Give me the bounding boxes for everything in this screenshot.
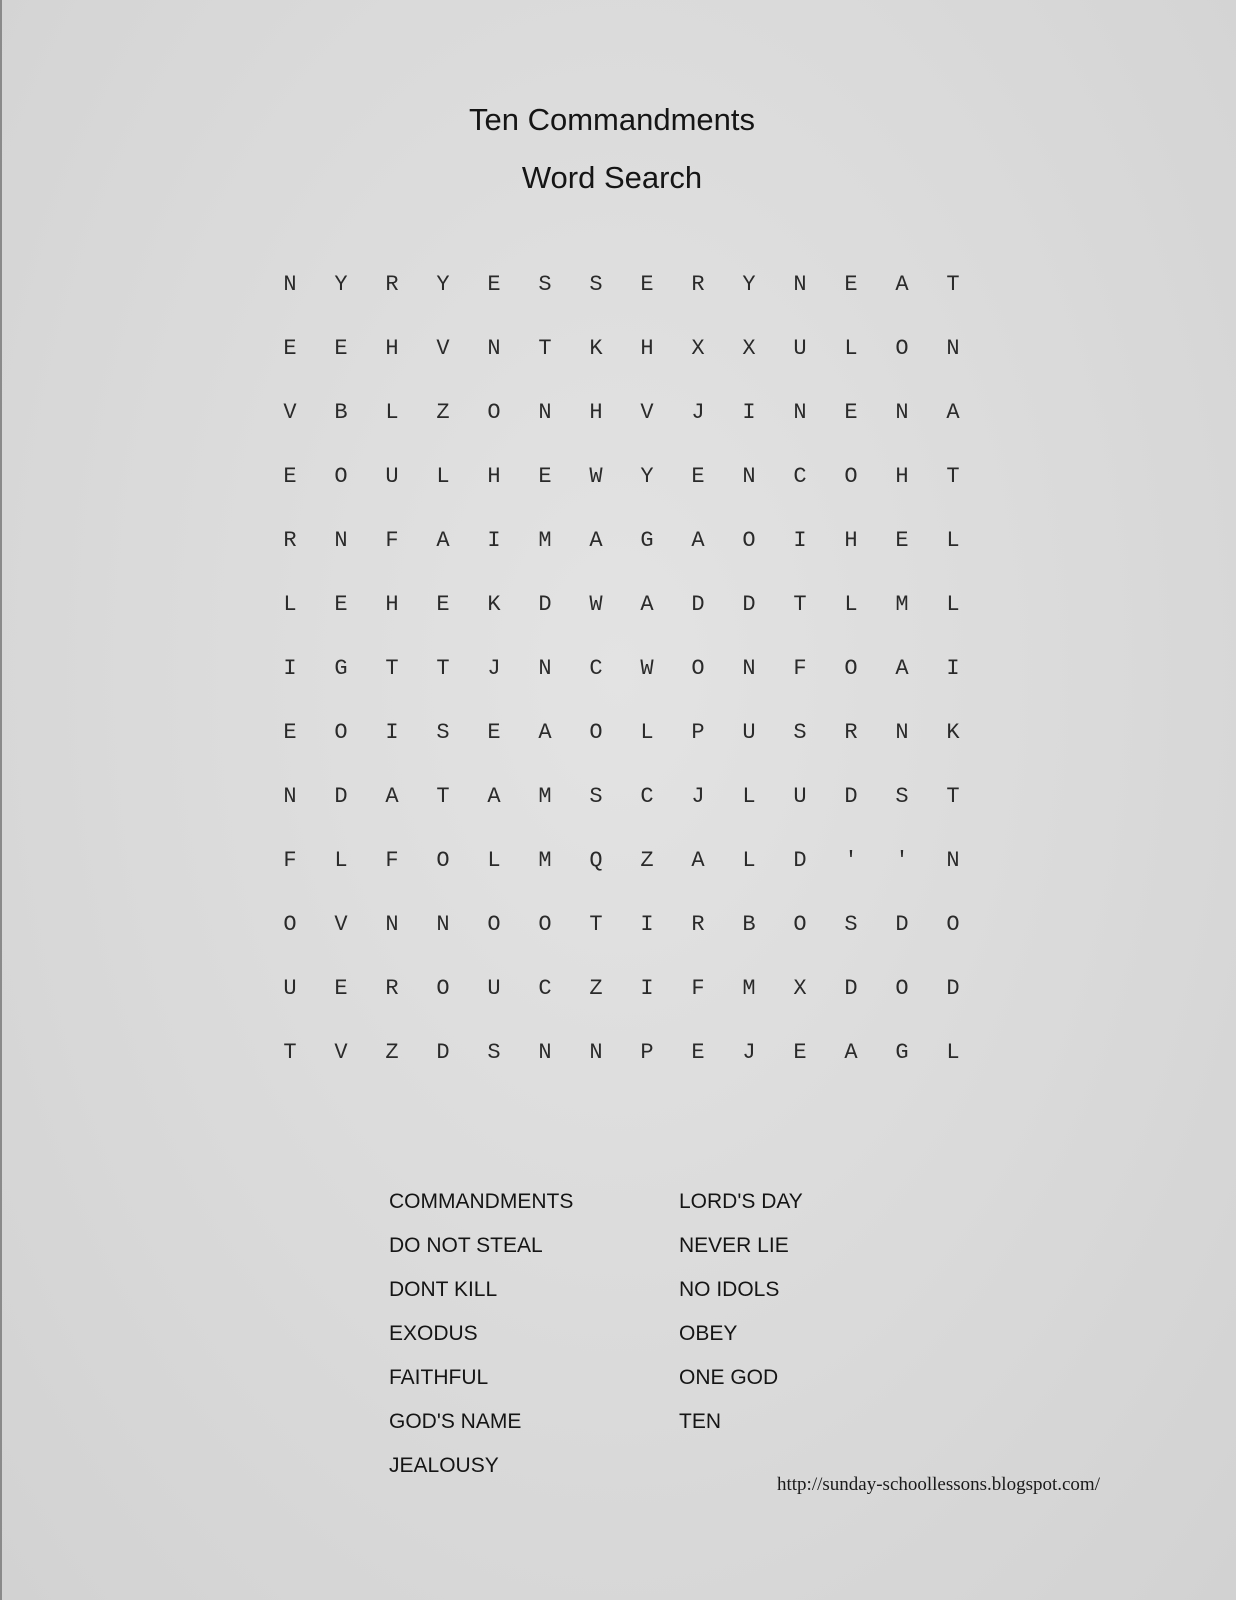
grid-letter[interactable]: O [283,912,297,937]
page-title: Ten Commandments [468,102,755,137]
grid-letter[interactable]: O [844,656,858,681]
grid-letter[interactable]: F [691,976,705,1001]
grid-letter[interactable]: T [946,784,960,809]
grid-letter[interactable]: L [844,336,858,361]
word-search-grid [2,0,1236,1600]
grid-letter[interactable]: J [691,784,705,809]
grid-letter[interactable]: D [334,784,348,809]
grid-letter[interactable]: R [691,912,705,937]
grid-letter[interactable]: P [691,720,705,745]
grid-letter[interactable]: I [487,528,501,553]
word-list-item: DONT KILL [389,1278,498,1301]
word-list-item: FAITHFUL [389,1366,489,1389]
grid-letter[interactable]: N [742,656,756,681]
word-list-item: OBEY [679,1322,738,1345]
word-list-item: EXODUS [389,1322,478,1345]
grid-letter[interactable]: G [895,1040,909,1065]
grid-letter[interactable]: W [589,592,603,617]
grid-letter[interactable]: S [538,272,552,297]
grid-letter[interactable]: E [487,272,501,297]
grid-letter[interactable]: T [589,912,603,937]
grid-letter[interactable]: M [538,784,552,809]
grid-letter[interactable]: H [844,528,858,553]
grid-letter[interactable]: M [538,528,552,553]
grid-letter[interactable]: Z [640,848,654,873]
grid-letter[interactable]: L [946,1040,960,1065]
grid-letter[interactable]: N [895,720,909,745]
grid-letter[interactable]: I [946,656,960,681]
grid-letter[interactable]: O [334,464,348,489]
word-list-item: GOD'S NAME [389,1410,522,1433]
grid-letter[interactable]: D [844,784,858,809]
grid-letter[interactable]: A [436,528,450,553]
grid-letter[interactable]: O [895,336,909,361]
grid-letter[interactable]: I [385,720,399,745]
grid-letter[interactable]: H [385,336,399,361]
grid-letter[interactable]: E [691,464,705,489]
grid-letter[interactable]: L [436,464,450,489]
grid-letter[interactable]: N [385,912,399,937]
grid-letter[interactable]: U [793,784,807,809]
grid-letter[interactable]: C [640,784,654,809]
grid-letter[interactable]: N [538,400,552,425]
grid-letter[interactable]: Y [334,272,348,297]
grid-letter[interactable]: O [844,464,858,489]
grid-letter[interactable]: F [385,528,399,553]
grid-letter[interactable]: A [844,1040,858,1065]
grid-letter[interactable]: E [283,336,297,361]
grid-letter[interactable]: E [640,272,654,297]
grid-letter[interactable]: E [283,720,297,745]
grid-letter[interactable]: V [334,1040,348,1065]
grid-letter[interactable]: A [385,784,399,809]
grid-letter[interactable]: E [334,336,348,361]
page-subtitle: Word Search [521,160,703,195]
grid-letter[interactable]: X [691,336,705,361]
grid-letter[interactable]: L [946,528,960,553]
grid-letter[interactable]: A [538,720,552,745]
grid-letter[interactable]: K [946,720,960,745]
grid-letter[interactable]: G [334,656,348,681]
grid-letter[interactable]: U [742,720,756,745]
grid-letter[interactable]: R [283,528,297,553]
grid-letter[interactable]: O [436,976,450,1001]
word-list-item: JEALOUSY [389,1454,499,1477]
grid-letter[interactable]: R [385,976,399,1001]
grid-letter[interactable]: N [538,656,552,681]
grid-letter[interactable]: S [487,1040,501,1065]
grid-letter[interactable]: L [640,720,654,745]
grid-letter[interactable]: D [844,976,858,1001]
grid-letter[interactable]: L [487,848,501,873]
grid-letter[interactable]: Y [742,272,756,297]
grid-letter[interactable]: N [742,464,756,489]
grid-letter[interactable]: I [283,656,297,681]
word-list-item: LORD'S DAY [679,1190,803,1213]
grid-letter[interactable]: O [487,400,501,425]
grid-letter[interactable]: O [589,720,603,745]
grid-letter[interactable]: N [283,272,297,297]
grid-letter[interactable]: C [589,656,603,681]
grid-letter[interactable]: E [334,976,348,1001]
word-list-item: NO IDOLS [679,1278,780,1301]
grid-letter[interactable]: U [283,976,297,1001]
grid-letter[interactable]: M [538,848,552,873]
grid-letter[interactable]: I [640,912,654,937]
grid-letter[interactable]: Y [640,464,654,489]
grid-letter[interactable]: ' [895,848,909,873]
grid-letter[interactable]: N [436,912,450,937]
word-list-item: ONE GOD [679,1366,779,1389]
grid-letter[interactable]: V [334,912,348,937]
grid-letter[interactable]: A [589,528,603,553]
grid-letter[interactable]: D [691,592,705,617]
grid-letter[interactable]: X [793,976,807,1001]
grid-letter[interactable]: N [487,336,501,361]
word-list-item: NEVER LIE [679,1234,789,1257]
grid-letter[interactable]: V [283,400,297,425]
grid-letter[interactable]: M [742,976,756,1001]
grid-letter[interactable]: R [691,272,705,297]
grid-letter[interactable]: U [385,464,399,489]
grid-letter[interactable]: E [538,464,552,489]
grid-letter[interactable]: A [487,784,501,809]
grid-letter[interactable]: N [946,336,960,361]
grid-letter[interactable]: O [742,528,756,553]
grid-letter[interactable]: N [793,400,807,425]
grid-letter[interactable]: O [793,912,807,937]
grid-letter[interactable]: T [283,1040,297,1065]
grid-letter[interactable]: V [436,336,450,361]
grid-letter[interactable]: L [844,592,858,617]
grid-letter[interactable]: T [793,592,807,617]
grid-letter[interactable]: E [844,272,858,297]
grid-letter[interactable]: M [895,592,909,617]
grid-letter[interactable]: L [742,784,756,809]
grid-letter[interactable]: W [589,464,603,489]
grid-letter[interactable]: U [793,336,807,361]
grid-letter[interactable]: E [691,1040,705,1065]
grid-letter[interactable]: N [793,272,807,297]
grid-letter[interactable]: V [640,400,654,425]
grid-letter[interactable]: A [691,848,705,873]
grid-letter[interactable]: A [691,528,705,553]
grid-letter[interactable]: C [793,464,807,489]
grid-letter[interactable]: F [793,656,807,681]
grid-letter[interactable]: H [640,336,654,361]
grid-letter[interactable]: E [334,592,348,617]
grid-letter[interactable]: O [691,656,705,681]
footer-url[interactable]: http://sunday-schoollessons.blogspot.com/ [777,1474,1100,1495]
grid-letter[interactable]: B [742,912,756,937]
grid-letter[interactable]: T [946,464,960,489]
grid-letter[interactable]: O [487,912,501,937]
grid-letter[interactable]: Q [589,848,603,873]
grid-letter[interactable]: T [385,656,399,681]
grid-letter[interactable]: J [742,1040,756,1065]
grid-letter[interactable]: F [283,848,297,873]
word-list-item: DO NOT STEAL [389,1234,543,1257]
grid-letter[interactable]: D [436,1040,450,1065]
grid-letter[interactable]: K [487,592,501,617]
grid-letter[interactable]: A [640,592,654,617]
grid-letter[interactable]: A [895,656,909,681]
grid-letter[interactable]: I [742,400,756,425]
grid-letter[interactable]: C [538,976,552,1001]
grid-letter[interactable]: L [283,592,297,617]
grid-letter[interactable]: K [589,336,603,361]
grid-letter[interactable]: X [742,336,756,361]
grid-letter[interactable]: W [640,656,654,681]
grid-letter[interactable]: O [946,912,960,937]
grid-letter[interactable]: L [946,592,960,617]
grid-letter[interactable]: E [283,464,297,489]
grid-letter[interactable]: Z [436,400,450,425]
grid-letter[interactable]: J [691,400,705,425]
word-list-item: TEN [679,1410,721,1433]
grid-letter[interactable]: E [487,720,501,745]
grid-letter[interactable]: Z [589,976,603,1001]
grid-letter[interactable]: T [436,784,450,809]
grid-letter[interactable]: L [742,848,756,873]
grid-letter[interactable]: O [895,976,909,1001]
grid-letter[interactable]: D [538,592,552,617]
grid-letter[interactable]: I [640,976,654,1001]
grid-letter[interactable]: N [895,400,909,425]
grid-letter[interactable]: T [436,656,450,681]
grid-letter[interactable]: O [334,720,348,745]
grid-letter[interactable]: H [895,464,909,489]
grid-letter[interactable]: R [844,720,858,745]
grid-letter[interactable]: S [793,720,807,745]
grid-letter[interactable]: N [589,1040,603,1065]
grid-letter[interactable]: Z [385,1040,399,1065]
grid-letter[interactable]: Y [436,272,450,297]
grid-letter[interactable]: N [538,1040,552,1065]
grid-letter[interactable]: N [946,848,960,873]
grid-letter[interactable]: D [895,912,909,937]
grid-letter[interactable]: I [793,528,807,553]
grid-letter[interactable]: H [589,400,603,425]
grid-letter[interactable]: T [538,336,552,361]
grid-letter[interactable]: ' [844,848,858,873]
grid-letter[interactable]: S [895,784,909,809]
grid-letter[interactable]: R [385,272,399,297]
grid-letter[interactable]: S [436,720,450,745]
grid-letter[interactable]: N [334,528,348,553]
grid-letter[interactable]: J [487,656,501,681]
grid-letter[interactable]: E [844,400,858,425]
grid-letter[interactable]: L [385,400,399,425]
grid-letter[interactable]: N [283,784,297,809]
grid-letter[interactable]: S [844,912,858,937]
grid-letter[interactable]: H [487,464,501,489]
grid-letter[interactable]: A [895,272,909,297]
grid-letter[interactable]: B [334,400,348,425]
grid-letter[interactable]: O [538,912,552,937]
grid-letter[interactable]: O [436,848,450,873]
grid-letter[interactable]: S [589,784,603,809]
grid-letter[interactable]: F [385,848,399,873]
grid-letter[interactable]: P [640,1040,654,1065]
grid-letter[interactable]: T [946,272,960,297]
grid-letter[interactable]: D [946,976,960,1001]
grid-letter[interactable]: E [436,592,450,617]
grid-letter[interactable]: A [946,400,960,425]
grid-letter[interactable]: E [793,1040,807,1065]
grid-letter[interactable]: G [640,528,654,553]
grid-letter[interactable]: H [385,592,399,617]
grid-letter[interactable]: D [793,848,807,873]
grid-letter[interactable]: S [589,272,603,297]
grid-letter[interactable]: E [895,528,909,553]
grid-letter[interactable]: U [487,976,501,1001]
grid-letter[interactable]: L [334,848,348,873]
grid-letter[interactable]: D [742,592,756,617]
word-list-item: COMMANDMENTS [389,1190,574,1213]
